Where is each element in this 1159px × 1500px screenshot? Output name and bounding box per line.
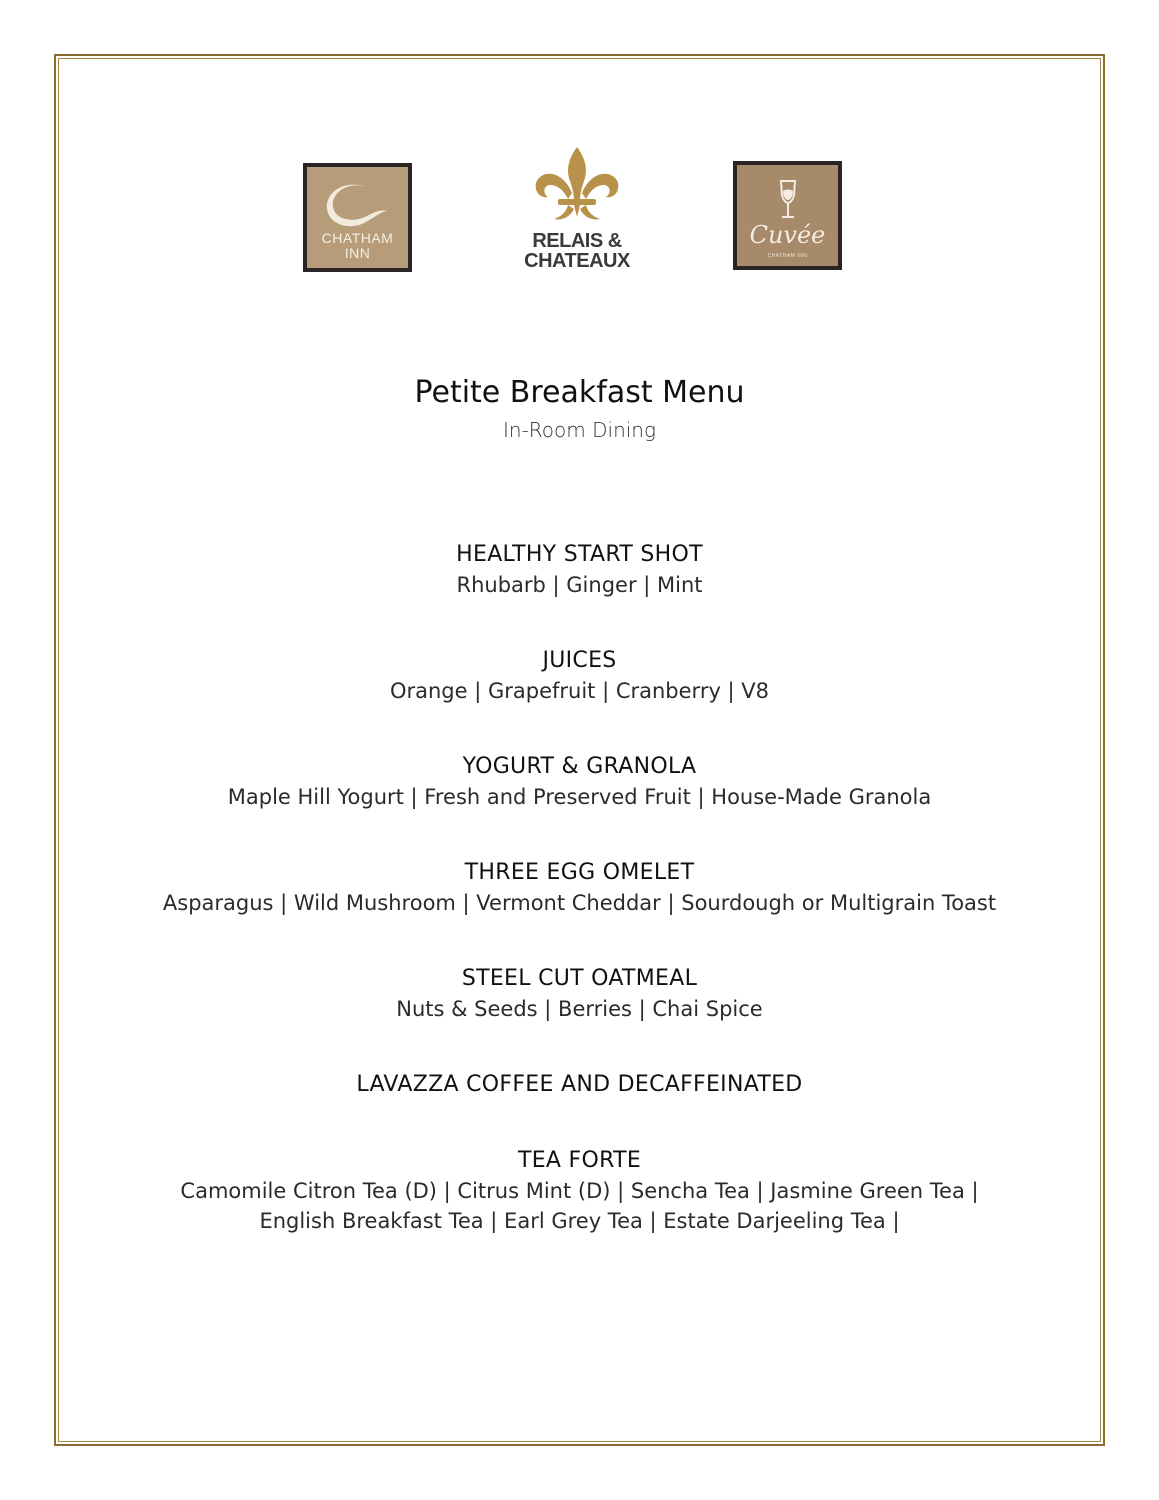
section-heading: THREE EGG OMELET: [464, 860, 695, 885]
menu-section-omelet: [0, 858, 1159, 918]
page-title: Petite Breakfast Menu: [414, 375, 745, 410]
section-description-line2: English Breakfast Tea | Earl Grey Tea | Estate Darjeeling Tea |: [259, 1209, 900, 1233]
section-heading: STEEL CUT OATMEAL: [461, 966, 698, 991]
chatham-logo-line2: INN: [344, 245, 371, 261]
relais-logo-line1: RELAIS &: [532, 230, 622, 252]
section-description: Maple Hill Yogurt | Fresh and Preserved Fruit | House-Made Granola: [227, 785, 932, 809]
section-heading: LAVAZZA COFFEE AND DECAFFEINATED: [356, 1072, 803, 1097]
menu-section-juices: [0, 646, 1159, 706]
relais-logo-line2: CHATEAUX: [524, 250, 630, 272]
section-heading: YOGURT & GRANOLA: [462, 754, 697, 779]
chatham-inn-logo: [303, 163, 412, 272]
section-description: Nuts & Seeds | Berries | Chai Spice: [396, 997, 763, 1021]
section-heading: TEA FORTE: [517, 1148, 642, 1173]
cuvee-logo: [733, 161, 842, 270]
section-description: Rhubarb | Ginger | Mint: [456, 573, 703, 597]
cuvee-logo-sub: CHATHAM INN: [767, 253, 808, 259]
wine-glass-icon: [737, 165, 838, 266]
menu-section-oatmeal: [0, 964, 1159, 1024]
section-heading: HEALTHY START SHOT: [456, 542, 703, 567]
relais-chateaux-logo: [510, 145, 644, 275]
page-subtitle: In-Room Dining: [503, 418, 656, 442]
menu-section-healthy-start: [0, 540, 1159, 600]
section-description: Camomile Citron Tea (D) | Citrus Mint (D) | Sencha Tea | Jasmine Green Tea |: [180, 1179, 979, 1203]
fleur-de-lis-icon: [510, 145, 644, 225]
section-description: Orange | Grapefruit | Cranberry | V8: [389, 679, 770, 703]
cuvee-logo-script: Cuvée: [749, 221, 826, 249]
chatham-logo-line1: CHATHAM: [321, 230, 394, 246]
section-description: Asparagus | Wild Mushroom | Vermont Cheddar | Sourdough or Multigrain Toast: [162, 891, 997, 915]
menu-section-yogurt-granola: [0, 752, 1159, 812]
section-heading: JUICES: [542, 648, 617, 673]
menu-section-coffee: [0, 1070, 1159, 1100]
menu-section-tea: [0, 1146, 1159, 1236]
